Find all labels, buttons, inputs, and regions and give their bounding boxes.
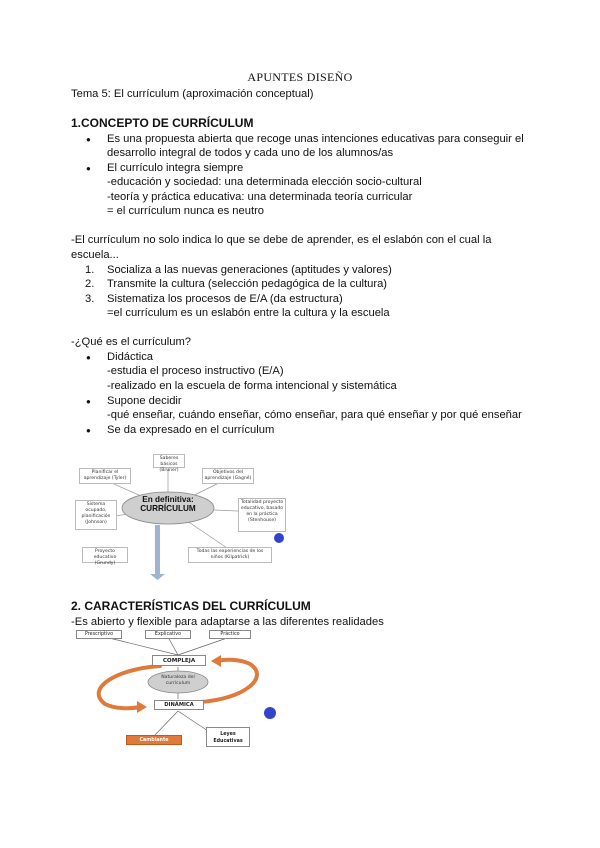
diagram-box: Sistema ocupado, planificación (Johnson) [75,500,117,530]
numbered-item [85,277,388,292]
section1-bullet-1: ● Es una propuesta abierta que recoge unas intenciones educativas para conseguir el [107,132,524,147]
center-label: En definitiva: CURRÍCULUM [140,495,196,513]
cambiante-box: Cambiante [126,735,182,745]
leyes-box: Leyes Educativas [206,727,250,747]
curriculum-diagram [70,450,300,580]
section1-line: -educación y sociedad: una determinada elección socio-cultural [107,176,422,188]
document-title: APUNTES DISEÑO [247,70,353,84]
section1-bullet-1-cont: desarrollo integral de todos y cada uno de los alumnos/as [107,147,394,159]
section1-line: = el currículum nunca es neutro [107,205,265,217]
diagram2-lines [75,629,285,751]
item-number: 3. [85,293,95,305]
section1-paragraph: -El currículum no solo indica lo que se debe de aprender, es el eslabón con el cual la [71,234,492,246]
right-curved-arrow [200,660,257,702]
numbered-item [85,263,392,278]
characteristics-diagram [75,629,285,751]
section2-heading: 2. CARACTERÍSTICAS DEL CURRÍCULUM [71,599,311,613]
left-arrow-head [137,701,147,713]
diagram-box: Saberes básicos (Bruner) [153,454,185,468]
accent-dot [274,533,284,543]
compleja-box: COMPLEJA [152,655,206,666]
diagram-box: Planificar el aprendizaje (Tyler) [79,468,131,484]
diagram2-box: Práctico [209,630,251,639]
arrow-head [150,574,165,580]
arrow-shaft [155,525,160,577]
diagram2-box: Explicativo [145,630,191,639]
item-text: Transmite la cultura (selección pedagógica de la cultura) [107,278,388,290]
bullet-line: -realizado en la escuela de forma intencional y sistemática [107,380,397,392]
diagram-box: Todas las experiencias de los niños (Kilpatrick) [188,547,272,563]
bullet-expresado: ● Se da expresado en el currículum [107,423,274,438]
section1-bullet-2: ● El currículo integra siempre [107,161,243,176]
numbered-item [85,292,343,307]
bullet-didactica: ● Didáctica [107,350,153,365]
diagram-box: Proyecto educativo (Grundy) [82,547,128,563]
item-text: Socializa a las nuevas generaciones (aptitudes y valores) [107,264,392,276]
diagram-box: Objetivos del aprendizaje (Gagné) [202,468,254,484]
section1-heading: 1.CONCEPTO DE CURRÍCULUM [71,116,254,130]
right-arrow-head [211,655,221,667]
dinamica-box: DINÁMICA [154,700,204,710]
item-text: Sistematiza los procesos de E/A (da estructura) [107,293,343,305]
document-subtitle: Tema 5: El currículum (aproximación conceptual) [71,88,314,100]
diagram-box: Totalidad proyecto educativo, basado en la práctica (Stenhouse) [238,498,286,532]
bullet-decidir: ● Supone decidir [107,394,182,409]
bullet-line: -qué enseñar, cuándo enseñar, cómo enseñar, para qué enseñar y por qué enseñar [107,409,522,421]
item-number: 1. [85,264,95,276]
section1-line: -teoría y práctica educativa: una determinada teoría curricular [107,191,413,203]
section1-paragraph-cont: escuela... [71,249,119,261]
item-number: 2. [85,278,95,290]
question: -¿Qué es el currículum? [71,336,191,348]
accent-dot-2 [263,706,277,720]
section2-text: -Es abierto y flexible para adaptarse a las diferentes realidades [71,616,384,628]
numbered-extra: =el currículum es un eslabón entre la cultura y la escuela [107,307,390,319]
diagram2-box: Prescriptivo [76,630,122,639]
bullet-line: -estudia el proceso instructivo (E/A) [107,365,284,377]
nature-label: Naturaleza del currículum [161,675,195,686]
